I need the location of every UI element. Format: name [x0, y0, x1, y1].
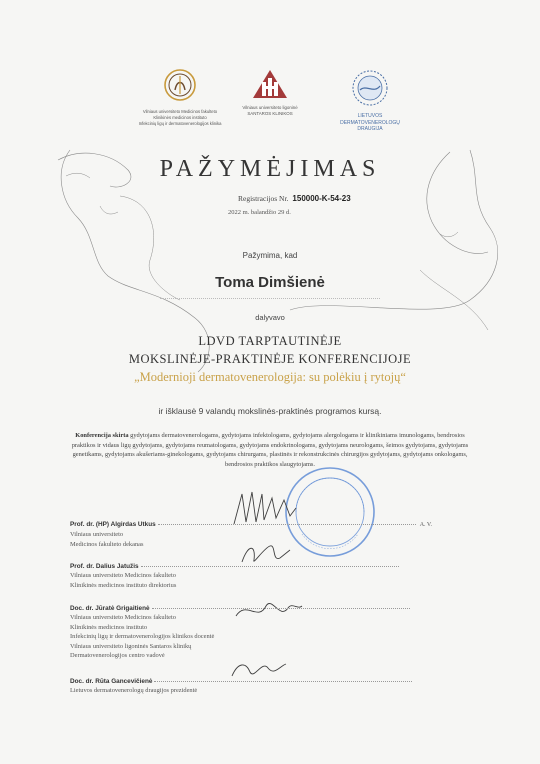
- signature-line: [158, 524, 416, 525]
- intended-text: gydytojams dermatovenerologams, gydytojams infektologams, gydytojams alergologams ir klinikiniams imunologams, bendrosios praktikos ir vidaus ligų gydytojams, gydytojams reumatologams, gydytojams endokrinologams, gydytojams neurologams, šeimos gydytojams, gydytojams genetikams, gydytojams akušeriams-ginekologams, gydytojams chirurgams, plastinės ir rekonstrukcinės chirurgijos gydytojams, gydytojams onkologams, bendrosios praktikos slaugytojams.: [71, 432, 469, 468]
- santaros-logo: [234, 68, 306, 117]
- completed-text: ir išklausė 9 valandų mokslinės-praktinės programos kursą.: [158, 406, 382, 416]
- signature-line: [152, 608, 410, 609]
- signatory-grigaitiene: [70, 604, 410, 660]
- registration-line: [238, 194, 351, 203]
- name-underline: [160, 298, 380, 299]
- signatory-role: Vilniaus universiteto Medicinos fakulteto: [70, 572, 176, 580]
- ldvd-emblem-icon: [350, 68, 390, 108]
- signatory-role: Medicinos fakulteto dekanas: [70, 540, 144, 548]
- signatory-name: Doc. dr. Jūratė Grigaitienė: [70, 605, 150, 612]
- signatory-name: Prof. dr. Dalius Jatužis: [70, 563, 139, 570]
- signatory-role: Dermatovenerologijos centro vadovė: [70, 652, 165, 660]
- ldvd-logo: [315, 68, 425, 133]
- logo-caption: Vilniaus universiteto ligoninė SANTAROS KLINIKOS: [242, 105, 298, 116]
- participated-text: dalyvavo: [255, 313, 285, 322]
- given-text: Pažymima, kad: [242, 251, 298, 260]
- signatory-role: Vilniaus universiteto: [70, 531, 124, 539]
- signatory-ganceviciene: [70, 677, 412, 696]
- certificate-title: PAŽYMĖJIMAS: [159, 156, 381, 182]
- intended-label: Konferencija skirta: [75, 432, 129, 439]
- recipient-name: Toma Dimšienė: [215, 274, 325, 291]
- registration-number: 150000-K-54-23: [292, 194, 351, 203]
- vu-mf-logo: [110, 68, 250, 127]
- signatory-role: Lietuvos dermatovenerologų draugijos prezidentė: [70, 687, 198, 695]
- signatory-utkus: [70, 520, 432, 549]
- signatory-name: Prof. dr. (HP) Algirdas Utkus: [70, 521, 156, 528]
- conference-name: „Modernioji dermatovenerologija: su polėkiu į rytojų“: [134, 370, 406, 384]
- logo-caption: Vilniaus universiteto Medicinos fakulteto Klinikinės medicinos instituto Infekcinių ligų ir dermatovenerologijos klinika: [138, 109, 222, 126]
- signatory-role: Klinikinės medicinos instituto direktorius: [70, 581, 177, 589]
- conference-line-2: MOKSLINĖJE-PRAKTINĖJE KONFERENCIJOJE: [128, 352, 412, 366]
- signature-line: [154, 681, 412, 682]
- signature-line: [141, 566, 399, 567]
- vu-emblem-icon: [163, 68, 197, 104]
- seal-mark: A. V.: [419, 522, 432, 528]
- signatory-jatuzis: [70, 562, 399, 590]
- registration-label: Registracijos Nr.: [238, 194, 289, 203]
- signatory-role: Vilniaus universiteto Medicinos fakulteto: [70, 614, 176, 622]
- signatory-role: Klinikinės medicinos instituto: [70, 623, 148, 631]
- conference-line-1: LDVD TARPTAUTINĖJE: [198, 334, 342, 348]
- signatory-role: Vilniaus universiteto ligoninės Santaros klinikų: [70, 642, 192, 650]
- signatory-name: Doc. dr. Rūta Gancevičienė: [70, 678, 153, 685]
- signatory-role: Infekcinių ligų ir dermatovenerologijos klinikos docentė: [70, 633, 215, 641]
- santaros-emblem-icon: [250, 68, 290, 100]
- intended-audience: [66, 431, 474, 469]
- issue-date: 2022 m. balandžio 29 d.: [228, 209, 291, 216]
- logo-caption: LIETUVOS DERMATOVENEROLOGŲ DRAUGIJA: [340, 113, 400, 132]
